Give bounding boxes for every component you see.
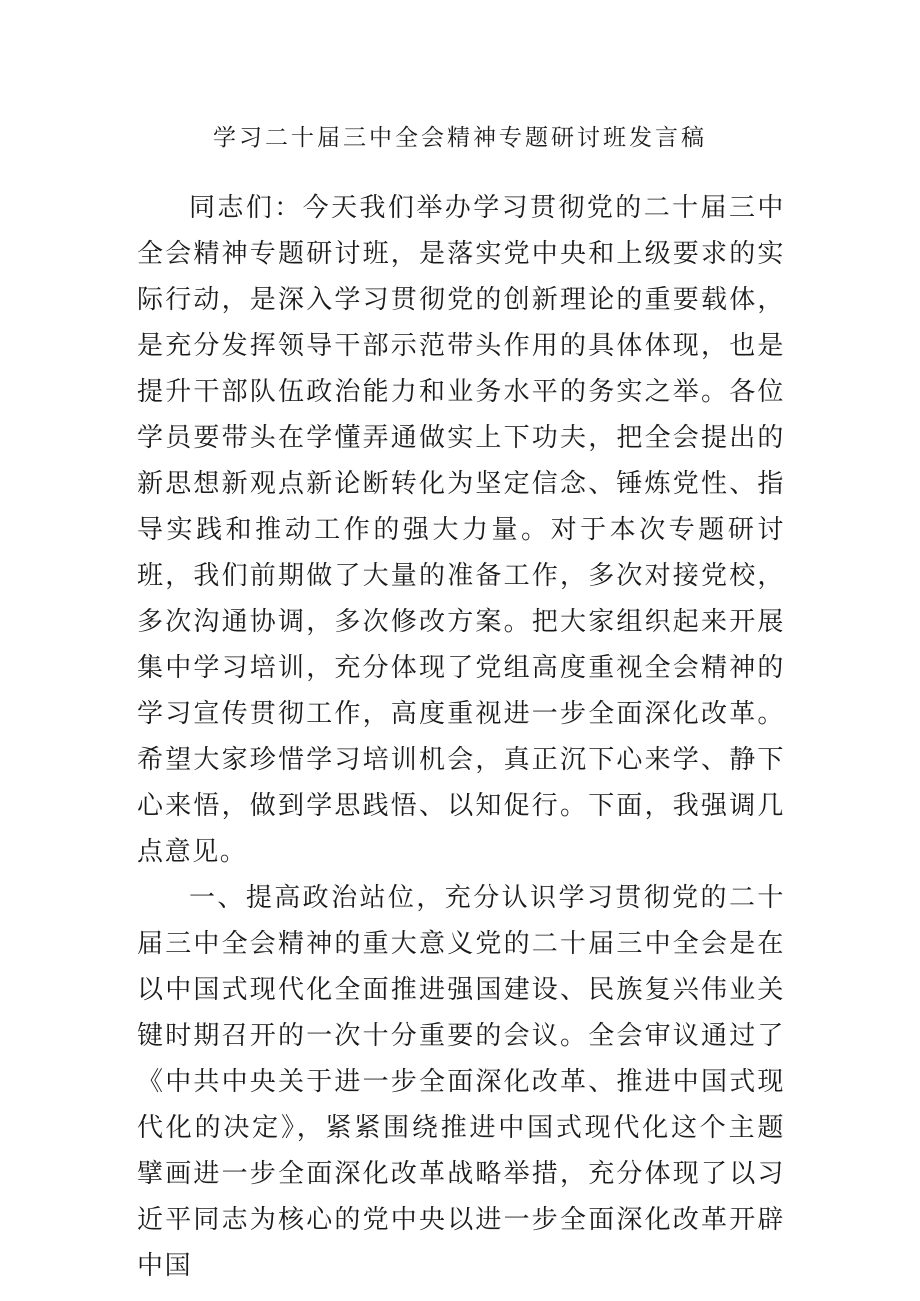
paragraph-opening: 同志们：今天我们举办学习贯彻党的二十届三中全会精神专题研讨班，是落实党中央和上级要求的实际行动，是深入学习贯彻党的创新理论的重要载体，是充分发挥领导干部示范带头作用的具体体现，也是提升干部队伍政治能力和业务水平的务实之举。各位学员要带头在学懂弄通做实上下功夫，把全会提出的新思想新观点新论断转化为坚定信念、锤炼党性、指导实践和推动工作的强大力量。对于本次专题研讨班，我们前期做了大量的准备工作，多次对接党校，多次沟通协调，多次修改方案。把大家组织起来开展集中学习培训，充分体现了党组高度重视全会精神的学习宣传贯彻工作，高度重视进一步全面深化改革。希望大家珍惜学习培训机会，真正沉下心来学、静下心来悟，做到学思践悟、以知促行。下面，我强调几点意见。 [137,193,785,867]
document-body [137,185,785,1289]
paragraph-section-one: 一、提高政治站位，充分认识学习贯彻党的二十届三中全会精神的重大意义党的二十届三中全会是在以中国式现代化全面推进强国建设、民族复兴伟业关键时期召开的一次十分重要的会议。全会审议通过了《中共中央关于进一步全面深化改革、推进中国式现代化的决定》，紧紧围绕推进中国式现代化这个主题擘画进一步全面深化改革战略举措，充分体现了以习近平同志为核心的党中央以进一步全面深化改革开辟中国 [137,883,785,1281]
document-title: 学习二十届三中全会精神专题研讨班发言稿 [213,125,707,151]
